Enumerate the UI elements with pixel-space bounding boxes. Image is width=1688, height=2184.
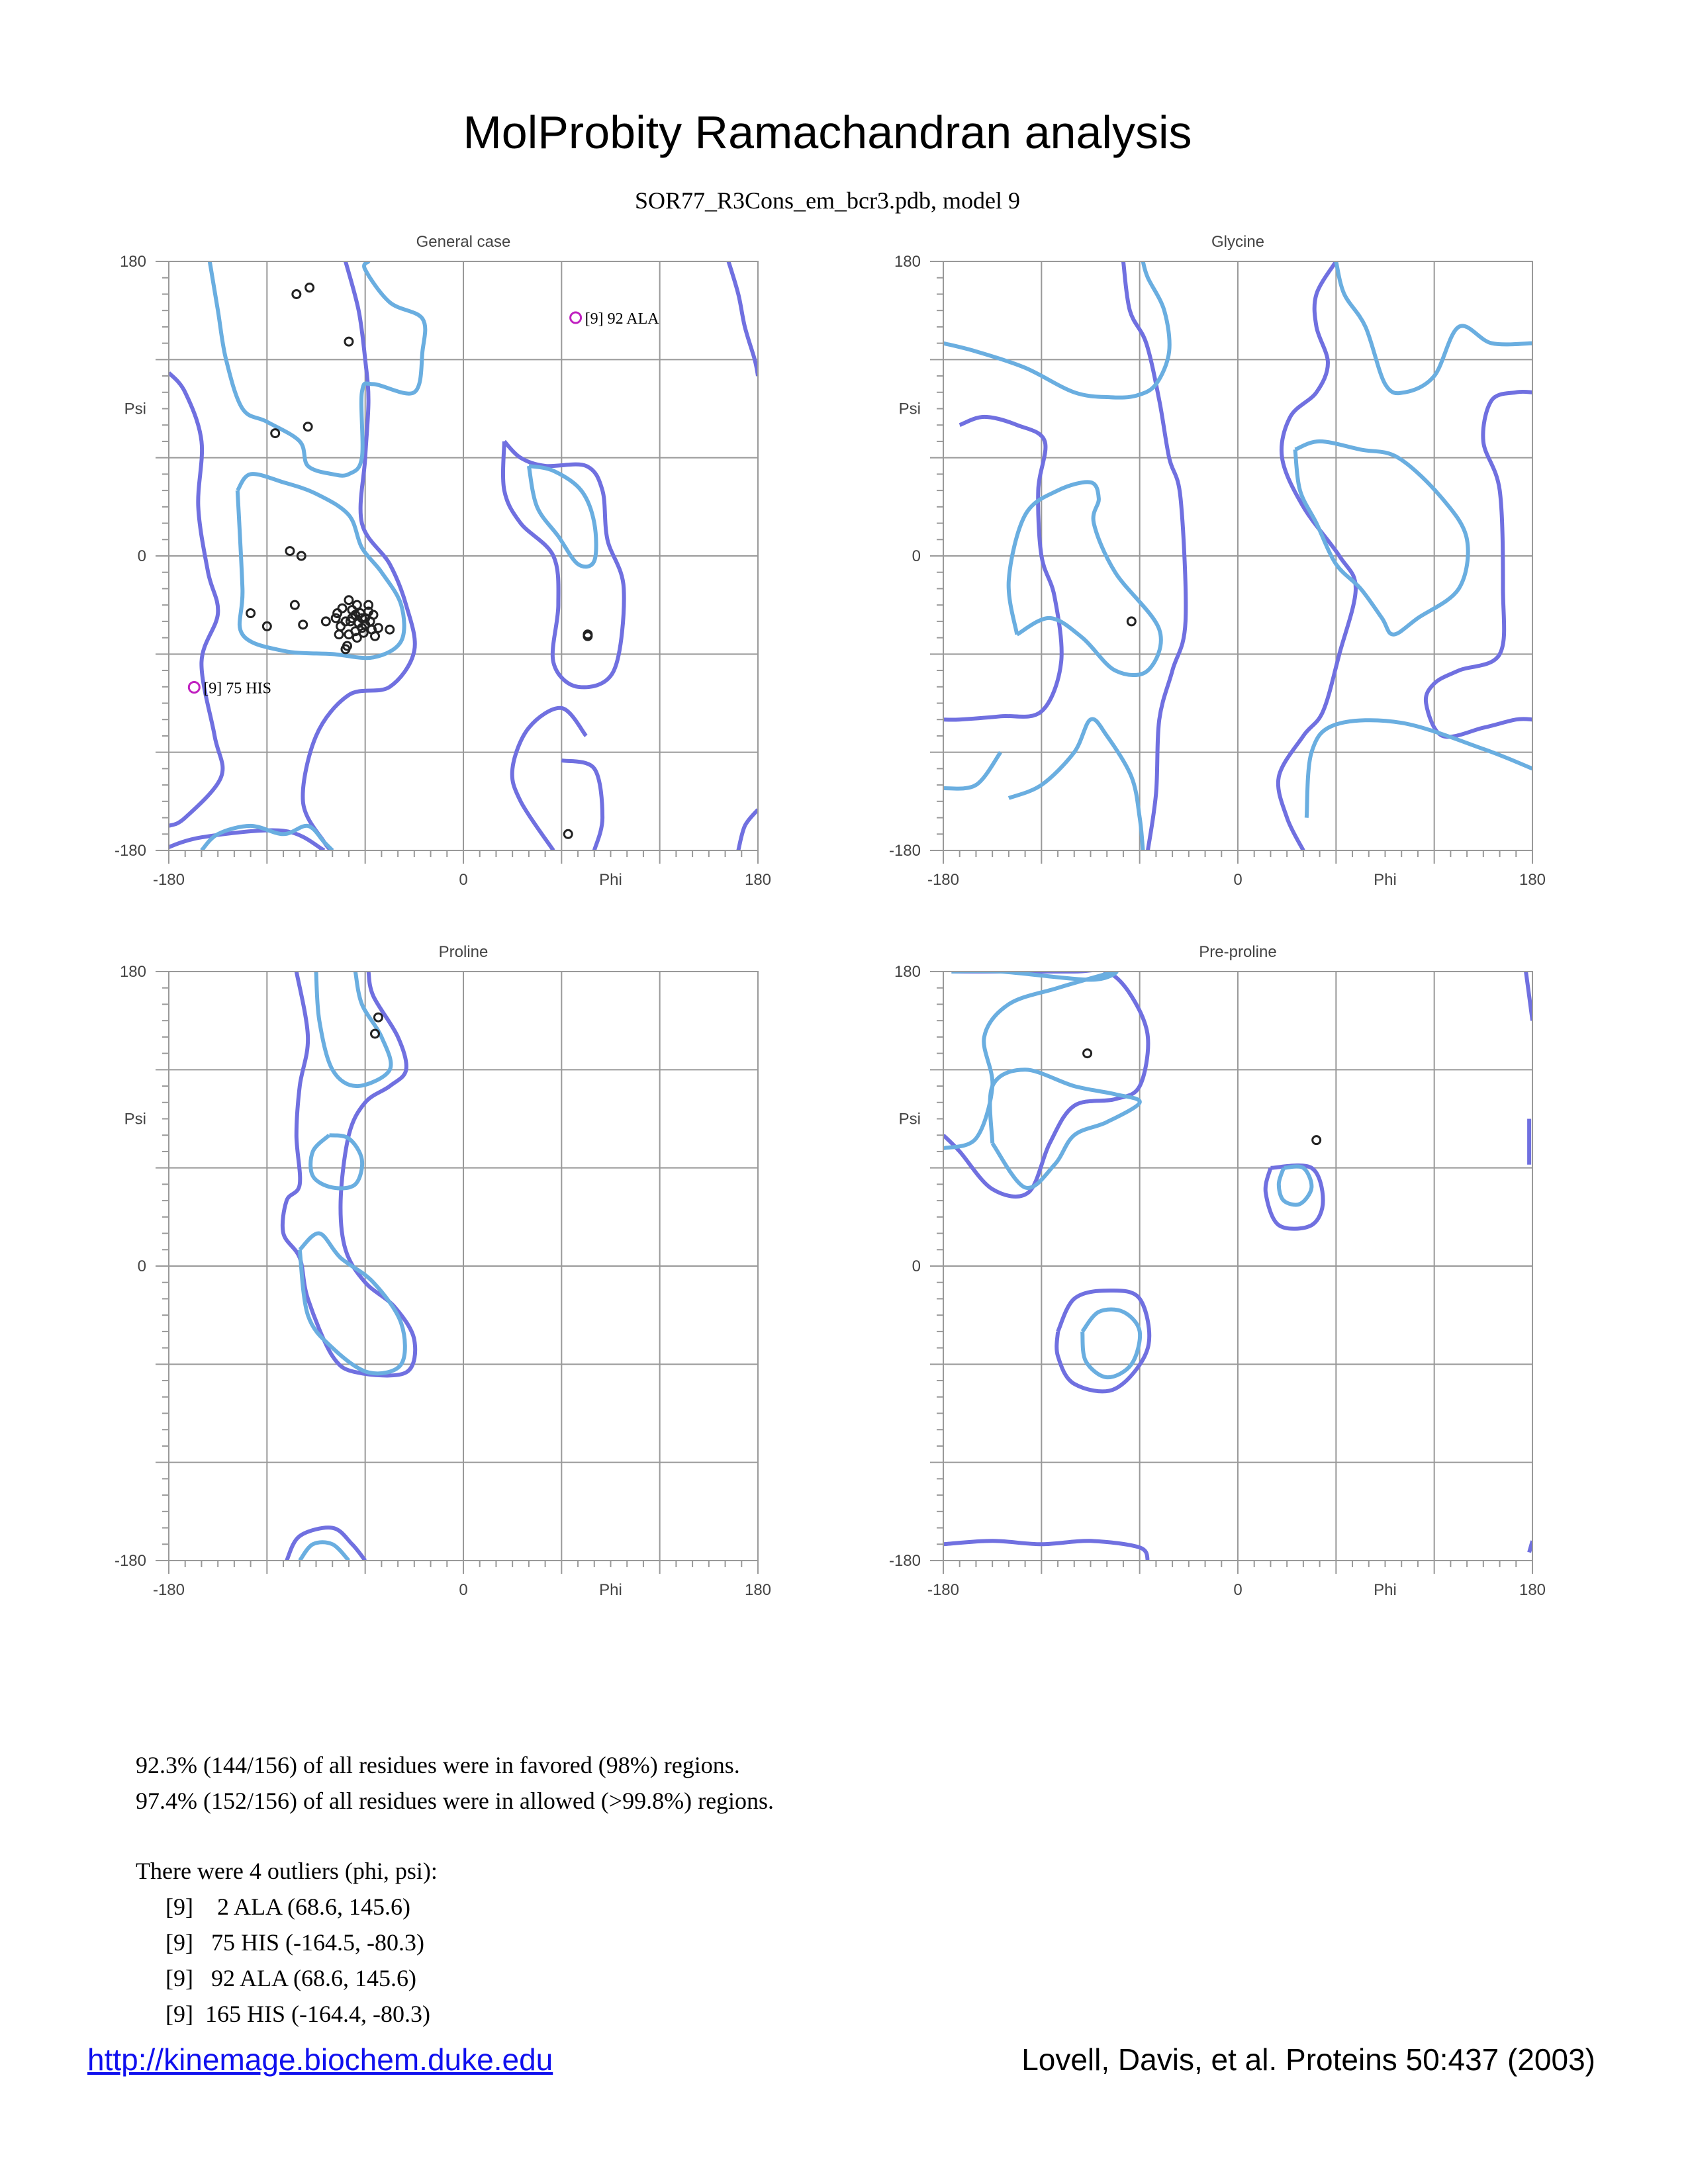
- favored-contour: [529, 466, 596, 567]
- outlier-row: [9] 2 ALA (68.6, 145.6): [165, 1893, 410, 1920]
- residue-point: [564, 830, 572, 838]
- kinemage-link[interactable]: http://kinemage.biochem.duke.edu: [87, 2042, 553, 2077]
- residue-point: [1313, 1136, 1321, 1144]
- outlier-heading: There were 4 outliers (phi, psi):: [136, 1858, 438, 1884]
- favored-summary: 92.3% (144/156) of all residues were in favored (98%) regions.: [136, 1752, 740, 1778]
- outlier-row: [9] 165 HIS (-164.4, -80.3): [165, 2001, 430, 2027]
- favored-contour: [300, 1233, 405, 1373]
- favored-contour: [1009, 719, 1143, 850]
- outlier-point: [189, 682, 199, 693]
- x-tick-label: Phi: [1374, 871, 1397, 889]
- y-tick-label: 0: [137, 1257, 146, 1275]
- allowed-contour: [1266, 1165, 1323, 1229]
- favored-contour: [1295, 441, 1468, 635]
- favored-contour: [238, 474, 404, 658]
- plot-panel: [889, 943, 1546, 1599]
- residue-point: [338, 604, 346, 612]
- residue-point: [1084, 1050, 1092, 1058]
- residue-point: [306, 284, 314, 292]
- favored-contour: [1307, 720, 1532, 817]
- outlier-list: [136, 1853, 438, 2032]
- y-tick-label: 0: [912, 1257, 921, 1275]
- panel-title: General case: [416, 233, 511, 251]
- plot-panel: [115, 943, 771, 1599]
- outlier-label: [9] 75 HIS: [203, 680, 271, 698]
- allowed-contour: [169, 373, 222, 826]
- allowed-summary: 97.4% (152/156) of all residues were in allowed (>99.8%) regions.: [136, 1788, 774, 1814]
- residue-point: [1127, 617, 1135, 625]
- x-tick-label: 180: [1519, 871, 1546, 889]
- y-tick-label: 180: [894, 963, 921, 981]
- x-tick-label: -180: [152, 871, 185, 889]
- residue-point: [304, 423, 312, 431]
- y-tick-label: -180: [888, 1552, 921, 1570]
- allowed-contour: [738, 809, 758, 850]
- summary-stats: [136, 1747, 774, 1819]
- favored-contour: [1279, 1166, 1312, 1205]
- residue-point: [345, 338, 353, 345]
- residue-point: [353, 601, 361, 609]
- x-tick-label: -180: [927, 871, 960, 889]
- page-title: MolProbity Ramachandran analysis: [463, 107, 1192, 158]
- favored-contour: [1009, 482, 1161, 675]
- panel-title: Glycine: [1211, 233, 1265, 251]
- x-tick-label: -180: [927, 1581, 960, 1599]
- plot-panel: [115, 233, 771, 889]
- favored-contour: [990, 1069, 1140, 1188]
- x-tick-label: 180: [1519, 1581, 1546, 1599]
- y-tick-label: Psi: [124, 400, 146, 418]
- y-tick-label: 180: [119, 963, 146, 981]
- residue-point: [271, 430, 279, 437]
- y-tick-label: Psi: [124, 1110, 146, 1128]
- residue-point: [371, 632, 379, 640]
- y-tick-label: 180: [894, 253, 921, 271]
- x-tick-label: 0: [459, 1581, 468, 1599]
- y-tick-label: 0: [912, 547, 921, 565]
- x-tick-label: 180: [744, 871, 772, 889]
- allowed-contour: [943, 417, 1062, 720]
- allowed-contour: [561, 760, 602, 850]
- allowed-contour: [283, 972, 415, 1375]
- outlier-row: [9] 75 HIS (-164.5, -80.3): [165, 1929, 424, 1956]
- y-tick-label: Psi: [898, 400, 921, 418]
- residue-point: [386, 625, 394, 633]
- panel-title: Pre-proline: [1199, 943, 1277, 961]
- y-tick-label: Psi: [898, 1110, 921, 1128]
- outlier-label: [9] 92 ALA: [585, 310, 659, 328]
- x-tick-label: Phi: [599, 1581, 622, 1599]
- residue-point: [335, 631, 343, 639]
- y-tick-label: 0: [137, 547, 146, 565]
- residue-point: [291, 601, 299, 609]
- x-tick-label: 180: [744, 1581, 772, 1599]
- favored-contour: [943, 261, 1170, 398]
- favored-contour: [210, 261, 426, 476]
- file-subtitle: SOR77_R3Cons_em_bcr3.pdb, model 9: [635, 187, 1020, 214]
- allowed-contour: [512, 708, 586, 850]
- residue-point: [286, 547, 294, 555]
- x-tick-label: 0: [1233, 871, 1243, 889]
- residue-point: [332, 614, 340, 622]
- x-tick-label: Phi: [1374, 1581, 1397, 1599]
- y-tick-label: -180: [114, 1552, 146, 1570]
- favored-contour: [310, 1135, 362, 1188]
- residue-point: [247, 610, 255, 617]
- x-tick-label: -180: [152, 1581, 185, 1599]
- x-tick-label: Phi: [599, 871, 622, 889]
- panel-title: Proline: [438, 943, 489, 961]
- residue-point: [299, 621, 307, 629]
- allowed-contour: [729, 261, 759, 376]
- residue-point: [293, 290, 301, 298]
- allowed-contour: [161, 831, 324, 850]
- outlier-point: [571, 312, 581, 323]
- y-tick-label: -180: [888, 842, 921, 860]
- allowed-contour: [1526, 972, 1532, 1021]
- citation: Lovell, Davis, et al. Proteins 50:437 (2003): [1021, 2042, 1595, 2077]
- allowed-contour: [1426, 392, 1532, 737]
- residue-point: [322, 617, 330, 625]
- favored-contour: [1082, 1310, 1140, 1378]
- y-tick-label: 180: [119, 253, 146, 271]
- favored-contour: [943, 752, 1001, 789]
- allowed-contour: [943, 1541, 1148, 1561]
- favored-contour: [316, 972, 391, 1086]
- residue-point: [374, 1013, 382, 1021]
- favored-contour: [943, 971, 1117, 1148]
- plot-panel: [889, 233, 1546, 889]
- x-tick-label: 0: [459, 871, 468, 889]
- residue-point: [345, 596, 353, 604]
- x-tick-label: 0: [1233, 1581, 1243, 1599]
- favored-contour: [300, 1542, 349, 1561]
- outlier-row: [9] 92 ALA (68.6, 145.6): [165, 1965, 416, 1991]
- y-tick-label: -180: [114, 842, 146, 860]
- residue-point: [345, 631, 353, 639]
- allowed-contour: [943, 970, 1148, 1197]
